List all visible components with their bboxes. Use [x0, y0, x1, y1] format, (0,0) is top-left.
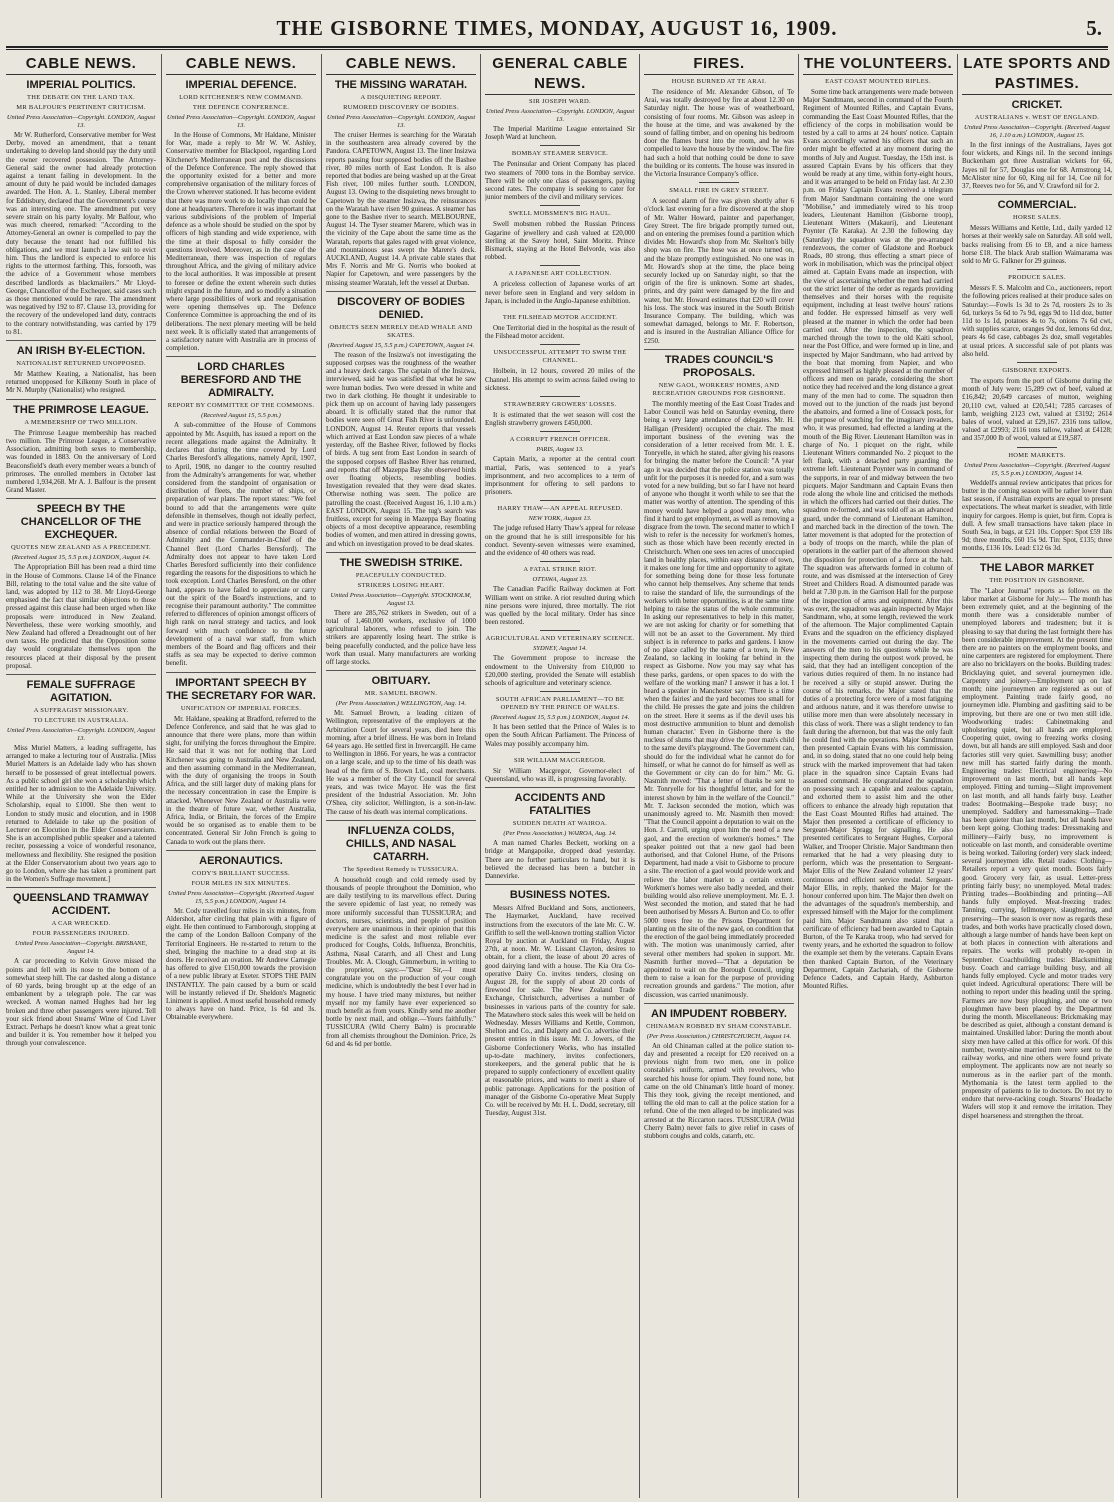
article-subheading: RUMORED DISCOVERY OF BODIES.: [343, 104, 459, 111]
article-subheading: UNIFICATION OF IMPERIAL FORCES.: [180, 704, 302, 712]
article-body: In the first innings of the Australians, Jayes got four wickets, and Kings nil. In the second innings Buckenham got three Australian wickets for 66, Jayes nil for 57, Douglas one for 68. Armstrong 14, McAlister nine for 60, King nil for 14, Coe nil for 37, Reeves two for 56, and V. Crawford nil for 2.: [962, 141, 1112, 191]
article-dateline: SYDNEY, August 14.: [533, 645, 587, 653]
column-divider: [321, 54, 322, 1498]
article-body: The Appropriation Bill has been read a third time in the House of Commons. Clause 14 of the Finance Bill, relating to the total value and the site value of land, was adopted by 112 to 38. Mr Lloyd-George emphasised the fact that similar objections to those pressed against this clause had been urged when like proposals were introduced in New Zealand. Nevertheless, these were working smoothly, and New Zealand had offered a Dreadnought out of her own taxes. He predicted that the Opposition some day would congratulate themselves upon the resources placed at their disposal by the present proposal.: [6, 563, 156, 670]
article-subheading: CODY'S BRILLIANT SUCCESS.: [192, 869, 290, 877]
article-separator: [540, 265, 580, 266]
column-7: [962, 54, 1112, 1498]
article-body: A car proceeding to Kelvin Grove missed the points and fell with its nose to the bottom of a somewhat steep hill. The car dashed along a distance of 60 yards, being brought up at the edge of an embankment by a telegraph pole. The car was wrecked. A woman named Hughes had her leg broken and three other passengers were injured. Tell your sick friend about Stearns' Wine of Cod Liver Extract. Perhaps he doesn't know what a great tonic and builder it is. You remember how it helped you through your convalescence.: [6, 957, 156, 1048]
article-separator: [699, 182, 739, 183]
article-subheading: PRODUCE SALES.: [1008, 274, 1066, 282]
masthead-title: THE GISBORNE TIMES, MONDAY, AUGUST 16, 1909.: [276, 16, 838, 40]
article-headline: IMPERIAL DEFENCE.: [185, 79, 297, 91]
article-body: Mr. Cody travelled four miles in six minutes, from Aldershot, after circling that plain with a figure of eight. He then continued to Farnborough, stopping at the camp of the London Balloon Company of the Territorial Engineers. He re-started to return to the shed, bringing the machine to a dead stop at its doors. He received an ovation. Mr Andrew Carnegie has offered to give £150,000 towards the provision of a new public library at Exeter. STOPS THE PAIN INSTANTLY. The pain caused by a burn or scald will be instantly relieved if Dr. Sheldon's Magnetic Liniment is applied. A most useful household remedy to always have on hand. Price, 1s 6d and 3s. Obtainable everywhere.: [166, 906, 316, 1022]
article-body: A man named Charles Beckett, working on a bridge at Mangapoike, dropped dead yesterday. There are no further particulars to hand, but it is believed the deceased has been a butcher in Dannevirke.: [485, 839, 635, 880]
article-headline: AN IMPUDENT ROBBERY.: [651, 1007, 787, 1020]
article-subheading: STRAWBERRY GROWERS' LOSSES.: [503, 401, 617, 409]
article-dateline: United Press Association—Copyright. LONDON, August 13.: [6, 114, 156, 129]
section-rule: [485, 884, 635, 885]
article-body: The reason of the Insizwa's not investigating the supposed corpses was the roughness of the weather and a heavy deck cargo. The captain of the Insizwa, interviewed, said he was satisfied that what he saw were human bodies. Two were dressed in white and two in dark clothing. He thought it undesirable to pick them up on account of having lady passengers aboard. It is officially stated that the rumor that bodies were seen off Great Fish River is unfounded. LONDON, August 14. Reuter reports that vessels which arrived at East London saw pieces of a whale yesterday, off the Bashee River, followed by flocks of birds. A tug sent from East London in search of the supposed corpses off Bashee River has returned, and reports that off Mazeppa Bay she observed birds over floating objects, resembling bodies. Investigation revealed that they were dead skates. Otherwise nothing was seen. The police are patrolling the coast. (Received August 16, 1.10 a.m.) EAST LONDON, August 15. The tug's search was fruitless, except for seeing in Mazeppa Bay floating objects of a most deceptive appearance, resembling bodies of women, and men attired in dressing gowns, and which on investigation proved to be dead skates.: [326, 350, 476, 548]
article-separator: [540, 630, 580, 631]
section-rule: [6, 399, 156, 400]
article-body: The residence of Mr. Alexander Gibson, of Te Arai, was totally destroyed by fire at about 12.30 on Saturday night. The house was of weatherboard, consisting of four rooms. Mr. Gibson was asleep in the house at the time, and was awakened by the sound of falling timber, and on opening his bedroom door the flames burst into the room, and he was compelled to leave the house by the window. The fire had such a hold that nothing could be done to save the building or its contents. The house was insured in the Victoria Insurance Company's office.: [644, 88, 794, 179]
article-body: One Territorial died in the hospital as the result of the Filshead motor accident.: [485, 324, 635, 341]
article-body: There are 285,762 strikers in Sweden, out of a total of 1,460,000 workers, exclusive of 1000 agricultural laborers, who refused to join. The strikers are apparently losing heart. The strike is being peacefully conducted, and the police have less work than usual. Many manufacturers are working off large stocks.: [326, 608, 476, 666]
article-subheading: HORSE SALES.: [1012, 214, 1062, 222]
article-subheading: SIR WILLIAM MACGREGOR.: [514, 756, 606, 764]
article-subheading: BOMBAY STEAMER SERVICE.: [511, 150, 609, 158]
article-headline: LORD CHARLES BERESFORD AND THE ADMIRALTY.: [180, 361, 302, 400]
column-heading: THE VOLUNTEERS.: [803, 54, 953, 75]
section-rule: [962, 557, 1112, 558]
article-headline: FEMALE SUFFRAGE AGITATION.: [26, 678, 136, 704]
article-subheading: SWELL MOBSMEN'S BIG HAUL.: [508, 210, 612, 218]
article-separator: [1017, 362, 1057, 363]
article-subheading: NATIONALIST RETURNED UNOPPOSED.: [16, 360, 146, 368]
article-headline: OBITUARY.: [371, 675, 431, 688]
article-dateline: United Press Association—Copyright. (Received August 16, 1.10 a.m.) LONDON, August 15.: [964, 124, 1110, 139]
article-subheading: GISBORNE EXPORTS.: [1002, 367, 1072, 375]
article-body: The cruiser Hermes is searching for the Waratah in the southeastern area already covered by the Pandora. CAPETOWN, August 13. The liner Insizwa reports passing four supposed bodies off the Bashee river, 80 miles north of East London. It is also reported that bodies are being washed up at the Great Fish river, 100 miles further south. LONDON, August 13. Owing to the disquieting news brought to Capetown by the steamer Insizwa, the reinsurances on the Waratah have risen 90 guineas. A steamer has gone to the Bashee river to search. MELBOURNE, August 14. The Tyser steamer Marere, which was in the vicinity of the Cape about the same time as the Waratah, reports that gales raged with great violence, and mountainous seas swept the Marere's deck. AUCKLAND, August 14. A private cable states that Mrs F. Norris and Mr G. Norris who booked at Napier for Capetown, and were passengers by the missing steamer Waratah, left the vessel at Durban.: [326, 131, 476, 287]
article-dateline: United Press Association—Copyright. BRISBANE, August 14.: [15, 940, 147, 956]
article-subheading: EAST COAST MOUNTED RIFLES.: [825, 78, 931, 85]
article-subheading: SUDDEN DEATH AT WAIROA.: [512, 820, 608, 828]
article-subheading: A FATAL STRIKE RIOT.: [523, 566, 597, 574]
column-5: [644, 54, 794, 1498]
article-dateline: OTTAWA, August 13.: [532, 576, 588, 584]
article-body: Mr. Haldane, speaking at Bradford, referred to the Defence Conference, and said that he was glad to announce that there were plans, more than within sight, for unifying the forces throughout the Empire. He said that it was not for nothing that Lord Kitchener was going to Australia and New Zealand, and then assuming command in the Mediterranean, with the duty of organising the troops in South Africa, and the still larger duty of making plans for the necessary concentration in case the Empire is attacked. Whenever New Zealand or Australia were in the theatre of future war, whether Australia, Africa, India, or Britain, the forces of the Empire would be so organised as to enable them to be concentrated. General Sir John French is going to Canada to work out the plans there.: [166, 714, 316, 846]
article-subheading: A JAPANESE ART COLLECTION.: [508, 270, 612, 278]
column-divider: [798, 54, 799, 1498]
column-heading: CABLE NEWS.: [326, 54, 476, 75]
article-separator: [540, 500, 580, 501]
section-rule: [326, 820, 476, 821]
column-3: [326, 54, 476, 1498]
article-body: The "Labor Journal" reports as follows on the labor market at Gisborne for July:— The month has been extremely quiet, and at the beginning of the month there was a considerable number of unemployed laborers and tradesmen; but it is pleasing to say that during the last fortnight there has been considerable improvement. At the present time there are no painters on the employment books, and nine carpenters are registered for employment. There are also no bricklayers on the books. Building trades: Bricklaying quiet, and several journeymen idle. Carpentry and joinery—Employment up on last month; nine journeymen are registered as out of employment. Painting trade fairly good, no journeymen idle. Plumbing and gasfitting said to be improving, but there are one or two men still idle. Woodworking trades: Cabinetmaking and upholstering quiet, but all hands are employed. Coopering quiet, owing to freezing works closing down, but all hands are still employed. Sash and door factories still very quiet. Sawmilling busy; another new mill has started fairly during the month. Engineering trades: Electrical engineering—No improvement on last month, but all hands kept employed. Fitting and turning—Slight improvement on last month, and all hands fairly busy. Leather trades: Bootmaking—Bespoke trade busy; no unemployed. Saddlery and harnessmaking—Trade has been quieter than last month, but all hands have been kept going. Clothing trades: Dressmaking and millinery—Fairly busy, no improvement is noticeable on last month, and considerable overtime is being worked. Tailoring (order) very slack indeed; several journeymen idle. Retail trades: Clothing—Retailers report a very quiet month. Boots fairly good. Grocery very fair, as usual. Letter-press printing fairly busy; no unemployed. Metal trades: Printing trades—Bookbinding and printing—All hands fully employed. Meat-freezing trades: Tanning, currying, fellmongery, slaughtering, and preserving—The season is over now as regards these trades, and both works have practically closed down, although a large number of hands have been kept on at both places in connection with alterations and repairs. The works will probably re-open in September. Coachbuilding trades: Blacksmithing busy. Coach and carriage building busy, and all hands fully employed. Cycle and motor trades very quiet indeed. Agricultural operations: There will be nothing to report under this heading until the spring. Farmers are now busy ploughing, and one or two ploughmen have been placed by the Department during the month. Miscellaneous: Brickmaking may be described as quiet, although a constant demand is maintained. Unskilled labor: During the month about sixty men have called at this office for work. Of this number, twenty-nine married men were sent to the railway works, and nine others were found private employment. The applicants now are not nearly so numerous as in the earlier part of the month. Mythomania is the latest term applied to the propensity of patients to lie to doctors. Do not try to endure that nerve-racking cough. Stearns' Headache Wafers will stop it and remove the irritation. They dispel hoarseness and strengthen the throat.: [962, 586, 1112, 1120]
column-heading: LATE SPORTS AND PASTIMES.: [962, 54, 1112, 95]
article-subheading: NEW GAOL, WORKERS' HOMES, AND RECREATION GROUNDS FOR GISBORNE.: [652, 381, 786, 397]
article-body: An old Chinaman called at the police station to-day and presented a receipt for £20 received on a previous night from two men, one in police constable's uniform, armed with revolvers, who searched his house for opium. They found none, but came on the old Chinaman's little hoard of money. This they took, giving the receipt mentioned, and telling the old man to call at the police station for a refund. One of the men alleged to be implicated was arrested at the Riccarton races. TUSSICURA (Wild Cherry Balm) never fails to give relief in cases of stubborn coughs and colds, catarrh, etc.: [644, 1041, 794, 1140]
article-subheading: REPORT BY COMMITTEE OF THE COMMONS.: [167, 402, 315, 410]
article-subheading: LORD KITCHENER'S NEW COMMAND.: [179, 94, 303, 101]
article-dateline: (Received August 15, 5.5 p.m.) LONDON, August 14.: [11, 554, 151, 562]
article-separator: [540, 396, 580, 397]
article-body: Sir William Macgregor, Governor-elect of Queensland, who was ill, is progressing favorably.: [485, 766, 635, 783]
section-rule: [6, 340, 156, 341]
article-body: It is estimated that the wet season will cost the English strawberry growers £450,000.: [485, 411, 635, 428]
article-body: Messrs Alfred Buckland and Sons, auctioneers, The Haymarket, Auckland, have received instructions from the executors of the late Mr. C. W. Griffith to sell the well-known trotting stallion Victor Royal by auction at Auckland on Friday, August 27th, at noon. Mr. W. Lissant Clayton, desires to obtain, for a client, the lease of about 20 acres of good dairying land with a house. The Kia Ora Co-operative Dairy Co. invites tenders, closing on August 28, for the supply of about 20 cords of firewood for sale. The New Zealand Trade Exchange, Christchurch, advertises a number of businesses in various parts of the country for sale. The Matawhero stock sales this week will be held on Wednesday. Messrs Williams and Kettle, Common, Shelton and Co., and Dalgety and Co. advertise their present entries in this issue. Mr. J. Jowers, of the Gisborne Confectionery Works, who has installed up-to-date machinery, invites confectioners, storekeepers, and the general public that he is prepared to supply confectionery of excellent quality at reasonable prices, and wants to merit a share of public patronage. Applications for the position of manager of the Gisborne Co-operative Meat Supply Co. will be received by Mr. H. L. Dodd, secretary, till Tuesday, August 31st.: [485, 904, 635, 1118]
section-rule: [166, 356, 316, 357]
article-dateline: (Per Press Association.) CHRISTCHURCH, August 14.: [646, 1032, 792, 1040]
article-dateline: United Press Association—Copyright. LONDON, August 13.: [326, 114, 476, 129]
article-subheading: CHINAMAN ROBBED BY SHAM CONSTABLE.: [646, 1022, 792, 1030]
section-rule: [326, 670, 476, 671]
article-body: Messrs Williams and Kettle, Ltd., daily yarded 12 horses at their weekly sale on Saturday. All sold well, backs realising from £6 to £8, and a nice harness horse £18. The black Arab stallion Waimarama was sold to Mr G. Falkner for 29 guineas.: [962, 224, 1112, 266]
article-body: Mr. Samuel Brown, a leading citizen of Wellington, representative of the employers at the Arbitration Court for several years, died here this morning, after a brief illness. He was born in Ireland 64 years ago. He settled first in Invercargill. He came to Wellington in 1866. For years, he was a contractor on a large scale, and up to the time of his death was head of the firm of S. Brown Ltd., coal merchants. He was a member of the City Council for several years, and was twice Mayor. He was the first president of the Industrial Association. Mr. John O'Shea, city solicitor, Wellington, is a son-in-law. The cause of his death was internal complications.: [326, 709, 476, 816]
column-divider: [480, 54, 481, 1498]
column-2: [166, 54, 316, 1498]
article-separator: [1017, 269, 1057, 270]
section-rule: [326, 552, 476, 553]
article-subheading: AGRICULTURAL AND VETERINARY SCIENCE.: [485, 635, 635, 643]
article-subheading: SOUTH AFRICAN PARLIAMENT—TO BE OPENED BY THE PRINCE OF WALES.: [495, 696, 625, 712]
article-separator: [540, 561, 580, 562]
article-dateline: NEW YORK, August 13.: [528, 515, 592, 523]
article-body: Swell mobsmen robbed the Russian Princess Gagarine of jewellery and cash valued at £20,000 sterling at the Savoy hotel, Saint Moritz. Prince Bismarck, staying at the Hotel Belvorde, was also robbed.: [485, 220, 635, 262]
article-subheading: MR BALFOUR'S PERTINENT CRITICISM.: [16, 104, 146, 111]
masthead: [4, 2, 1110, 52]
article-headline: SPEECH BY THE CHANCELLOR OF THE EXCHEQUER.: [20, 503, 142, 542]
section-rule: [166, 850, 316, 851]
section-rule: [326, 291, 476, 292]
article-subheading: THE FILSHEAD MOTOR ACCIDENT.: [502, 314, 618, 322]
article-body: The exports from the port of Gisborne during the month of July were: 15,289 cwt of beef, valued at £16,842; 20,649 carcases of mutton, weighing 20,110 cwt, valued at £20,541; 7285 carcases of lamb, weighing 2123 cwt, valued at £3192; 2614 bales of wool, valued at £29,167. 2316 tons tallow, valued at £2993; 2116 tons tallow, valued at £4128; and 357,000 lb of wool, valued at £19,587.: [962, 377, 1112, 443]
article-body: Holbein, in 12 hours, covered 20 miles of the Channel. His attempt to swim across failed owing to sickness.: [485, 367, 635, 392]
article-dateline: United Press Association—Copyright. (Received August 15, 5.5 p.m.) LONDON, August 14.: [964, 461, 1110, 477]
article-body: The monthly meeting of the East Coast Trades and Labor Council was held on Saturday evening, there being a very large attendance of delegates. Mr. H. Halligan (President) occupied the chair. The most important business of the evening was the consideration of a letter received from Mr. I. E. Tonryelle, in which he stated, after giving his reasons for bringing the matter before the Council: "A year ago it was decided that the police station was totally unfit for the purposes it is needed for, and a sum was voted for a new building, but so far I have not heard of anyone who thought it worth while to see that the matter was worthy of attention. The spending of this money would have helped a good many men, who find it hard to get employment, as well as removing a disgrace from the town. The second matter to which I wish to refer is the necessity for workmen's homes, such as those which have been recently erected in Christchurch. When one sees ten acres of unoccupied land in healthy places, within easy distance of town, it makes one long for time and opportunity to agitate for something being done for those less fortunate who cannot help themselves. Any scheme that tends to raise the standard of life, the surroundings of the workers with better opportunities, is at the same time helping to raise the status of the whole community. In asking our representatives to help in this matter, we are not asking for charity or for something that will not be an asset to the Government. My third subject is in reference to parks and gardens. I know of no place called by the name of a town, in New Zealand, so lacking in looking far behind in the respect as Gisborne. Now you may say what has these parks, gardens, or open spaces to do with the welfare of the working man? I answer it has a lot. I heard a speaker in Manchester say: 'There is a time when the fairies' and the yard becomes too small for the child. He presses the gate and joins the children on the street. Here it seems as if the devil uses his most destructive ammunition to blunt and demolish human character.' Even in Gisborne there is the nucleus of slums that may drive the poor man's child to the same devil's playground. The Government can, should do for the individual what he cannot do for himself, or what he cannot do for himself as well as the Government or city can do for him." Mr. G. Nasmith moved: "That a letter of thanks be sent to Mr. Tonryelle for his thoughtful letter, and for the interest shown by him in the welfare of the Council." Mr. T. Jackson seconded the motion, which was unanimously agreed to. Mr. Nasmith then moved: "That the Council appoint a deputation to wait on the Hon. J. Carroll, urging upon him the need of a new gaol, and the erection of workmen's homes." The speaker pointed out that a new gaol had been authorised, and that Colonel Hume, of the Prisons Department, had made a visit to Gisborne to procure a site. The erection of a gaol would provide work and relieve the labor market to a certain extent. Workmen's homes were also badly needed, and their building would also relieve unemployment. Mr. E. J. West seconded the motion, and stated that he had been authorised by Messrs A. Burton and Co. to offer 5000 trees free to the Prisons Department for planting on the site of the new gaol, on condition that the erection of the gaol being immediately proceeded with. The motion was unanimously carried, after several other members had spoken in support. Mr. Nasmith further moved—"That a deputation be appointed to wait on the Borough Council, urging them to raise a loan for the purpose of providing recreation grounds and gardens." The motion, after discussion, was carried unanimously.: [644, 399, 794, 999]
article-dateline: (Received August 15, 5.5 p.m.) LONDON, August 14.: [490, 714, 630, 722]
article-subheading: FOUR PASSENGERS INJURED.: [32, 930, 130, 938]
article-body: A priceless collection of Japanese works of art never before seen in England and very seldom in Japan, is included in the Anglo-Japanese exhibition.: [485, 280, 635, 305]
article-headline: COMMERCIAL.: [997, 199, 1077, 212]
masthead-rule: [6, 46, 1108, 50]
article-separator: [540, 752, 580, 753]
column-1: [6, 54, 156, 1498]
article-body: Some time back arrangements were made between Major Sandtmann, second in command of the Fourth Regiment of Mounted Rifles, and Captain Evans, commanding the East Coast Mounted Rifles, that the efficiency of the corps in mobilisation would be tested by a call to arms at 24 hours' notice. Captain Evans accordingly warned his officers that such an order might be effected at any moment during the months of July and August. Tuesday, the 15th inst. is assured Captain Evans by his officers that they would be ready at any time, within forty-eight hours, and it was arranged to be held on Friday last. At 2.30 p.m. on Friday Captain Evans received a telegram from Major Sandtmann containing the one word "Mobilise," and immediately wired to his troop leaders, Lieutenant Hamilton (Gisborne troop), Lieutenant Witters (Makauri), and Lieutenant Poynter (Te Karaka). At 2.30 the following day (Saturday) the squadron was at the pre-arranged rendezvous, the corner of Gladstone and Roebuck Roads, 80 strong, thus effecting a smart piece of work in mobilisation, which was the principal object aimed at. Captain Evans made an inspection, with the view of ascertaining whether the men had carried out the strict letter of the order as regards providing themselves and their horses with the requisite equipment, including at least twelve hours' rations and fodder. He expressed himself as very well pleased at the manner in which the order had been carried out. After the inspection, the squadron marched through the town to the old Kaiti school, near the Post Office, and were formed up in line, and inspected by Major Sandtmann, who had arrived by the boat that morning from Napier, and who expressed himself as highly pleased at the number of officers and men on parade, considering the short notice they had received and the long distance a great many of the men had to come. The squadron then moved out to the junction of the roads just beyond the abattoirs, and formed a line of Cossack posts, for the purpose of watching for the imaginary invaders, who, it was presumed, had effected a landing at the mouth of the Big River. Lieutenant Hamilton was in charge of No. 1 picquet on the right, while Lieutenant Witters commanded No. 2 picquet to the left flank, with a detached party guarding the extreme left. Lieutenant Poynter was in command of the supports, in rear of and midway between the two picquets. Major Sandtmann and Captain Evans then rode along the whole line and criticised the methods in which the officers had carried out their duties. The squadron re-formed, and was told off as an advanced guard, under the command of Lieutenant Hamilton, and marched back in the direction of the town. The latter movement is that adopted for the protection of a body of troops on the march, while the plan of operations in the earlier part of the afternoon showed the disposition for protection of a force at the halt. The squadron was afterwards formed in column of route, and was dismissed at the intersection of Grey Street and Childers Road. A dismounted parade was held at 7.30 p.m. in the Garrison Hall for the purpose of the inspection of arms and equipment. After this was over, the squadron was again inspected by Major Sandtmann, who, at some length, reviewed the work of the afternoon. The Major complimented Captain Evans and the squadron on the efficiency displayed in the movements carried out during the day. The answers of the men to his questions while he was inspecting them during the outpost work proved, he said, that they had an intelligent conception of the various duties required of them. In no instance had he received a silly or stupid answer. During the course of his remarks, the Major stated that the duties of a protecting force were of a most fatiguing and arduous nature, and it was therefore unwise to utilise more men than were absolutely necessary in this class of work. There was a slight tendency to fan fault during the afternoon, but that was the only fault he could find with the operations. Major Sandtmann then presented Captain Evans with his commission, and, in so doing, stated that no one could help being struck with the marked improvement that had taken place in the squadron since Captain Evans had assumed command. He congratulated the squadron on possessing such a capable and zealous captain, and exhorted them to assist him and the other officers to enhance the already high reputation that the East Coast Mounted Rifles had attained. The Major then presented a certificate of efficiency to Sergeant-Major Spragg for signalling. He also presented certificates to Sergeant Hughes, Corporal Walker, and Trooper Christie. Major Sandtmann then remarked that he had a very pleasing duty to perform, which was the presentation to Sergeant-Major Ellis of the New Zealand volunteer 12 years' continuous and efficient service medal. Sergeant-Major Ellis, in reply, thanked the Major for the honour conferred upon him. The Major then dwelt on the advantages of the squadron's membership, and expressed himself with the Major for the compliment paid him. Major Sandtmann also stated that a certificate of efficiency had been awarded to Captain Burton, of the Te Karaka troop, who had served for twenty years, and he exhorted the squadron to follow the example set them by the veterans. Captain Evans then thanked Captain Burton, of the Veterinary Department, Captain Zachariah, of the Gisborne Defence Cadets, and Captain Hardy, Ashburton Mounted Rifles.: [803, 88, 953, 991]
article-separator: [540, 205, 580, 206]
article-subheading: SIR JOSEPH WARD.: [529, 98, 591, 105]
section-rule: [644, 349, 794, 350]
column-divider: [161, 54, 162, 1498]
article-body: Miss Muriel Matters, a leading suffragette, has arranged to make a lecturing tour of Australia. [Miss Muriel Matters is an Adelaide lady who has shown herself to be possessed of great intellectual powers. As a public school girl she won a scholarship which entitled her to admission to the Adelaide University. While at the University she won the Elder Scholarship, equal to £1000. She then went to London to study music and elocution, and in 1908 returned to Adelaide to take up the position of Lecturer on Elocution in the Elder Conservatorium. She is an accomplished public speaker and a talented reciter, possessing a voice of wonderful resonance, mellowness and flexibility. She resigned the position at the Elder Conservatorium about two years ago to go to London, where she has taken a prominent part in the Women's Suffrage movement.]: [6, 743, 156, 884]
article-subheading: STRIKERS LOSING HEART.: [357, 581, 445, 589]
article-subheading: THE DEBATE ON THE LAND TAX.: [26, 94, 136, 101]
article-body: Mr W. Rutherford, Conservative member for West Derby, moved an amendment, that a tenant undertaking to develop land should pay the duty until the owner recovered possession. The Attorney-General said the owner had already protection against a tenant failing in development. In the amount of duty he paid would be included damages awarded. The Hon. A. L. Stanley, Liberal member for Eddisbury, declared that the Government's course was an interesting one. The amendment put very severe strain on his party loyalty. Mr Balfour, who was much cheered, remarked: "According to the Attorney-General an owner is compelled to pay the duty because the tenant had not fulfilled his obligations, and we must launch a law suit to evict him. Thus the landlord is expected to enforce his rights to the uttermost farthing. This, forsooth, was the advice of a Government whose members described landlords as blackmailers." Mr Lloyd-George, Chancellor of the Exchequer, said cases such as those mentioned would be rare. The amendment was negatived by 192 to 87. Clause 13, providing for the recovery of the undeveloped land duty, contracts to the contrary notwithstanding, was carried by 179 to 81.: [6, 131, 156, 336]
article-headline: TRADES COUNCIL'S PROPOSALS.: [664, 353, 774, 379]
article-subheading: UNSUCCESSFUL ATTEMPT TO SWIM THE CHANNEL.: [493, 349, 627, 365]
article-dateline: (Per Press Association.) WELLINGTON, Aug. 14.: [336, 700, 466, 708]
section-rule: [644, 1003, 794, 1004]
article-separator: [1017, 447, 1057, 448]
article-body: The Peninsular and Orient Company has placed two steamers of 7000 tons in the Bombay service. There will be only one class of passengers, paying second rates. The company is seeking to cater for junior members of the civil and military services.: [485, 160, 635, 202]
article-body: The Imperial Maritime League entertained Sir Joseph Ward at luncheon.: [485, 125, 635, 142]
article-headline: THE SWEDISH STRIKE.: [339, 556, 463, 569]
article-subheading: HOME MARKETS.: [1008, 451, 1066, 459]
article-body: A sub-committee of the House of Commons appointed by Mr. Asquith, has issued a report on the recent allegations made against the Admiralty. It declares that during the time covered by Lord Charles Beresford's allegations, namely April, 1907, to April, 1908, no danger to the country resulted from the Admiralty's arrangements for war, whether considered from the standpoint of organisation or distribution of fleets, the number of ships, or preparation of war plans. The report states: "We feel bound to add that the arrangements were quite defensible in themselves, though not ideally perfect, and were in practice seriously hampered through the absence of cordial relations between the Board of Admiralty and the Commander-in-Chief of the Channel fleet (Lord Charles Beresford). The Admiralty does not appear to have taken Lord Charles Beresford sufficiently into their confidence regarding the reasons for the dispositions to which he took exception. Lord Charles Beresford, on the other hand, appears to have failed to appreciate or carry out the spirit of the Board's instructions, and to recognise their paramount authority." The committee referred to differences of opinion amongst officers of high rank on naval strategy and tactics, and look forward with much confidence to the future development of a naval war staff, from which members of the Board and flag officers and their staffs as sea may be expected to derive common benefit.: [166, 421, 316, 668]
article-body: Captain Marix, a reporter at the central court martial, Paris, was sentenced to a year's imprisonment, and two accomplices to a term of imprisonment for offering to sell pardons to prisoners.: [485, 455, 635, 497]
article-headline: BUSINESS NOTES.: [509, 889, 611, 902]
column-heading: CABLE NEWS.: [6, 54, 156, 75]
article-body: It has been settled that the Prince of Wales is to open the South African Parliament. The Princess of Wales may possibly accompany him.: [485, 723, 635, 748]
article-body: Messrs F. S. Malcolm and Co., auctioneers, report the following prices realised at their produce sales on Saturday:—Fowls 1s 3d to 2s 7d, roosters 2s to 3s 6d, turkeys 5s 6d to 7s 9d, eggs 9d to 11d doz, butter 11d to 1s 1d, potatoes 4s to 7s, onions 7s 6d cwt, with supplies scarce, oranges 9d doz, lemons 6d doz, pears 4s 6d case, cabbages 2s doz, small vegetables at usual prices. A successful sale of pot plants was also held.: [962, 284, 1112, 358]
column-area: [6, 54, 1112, 1498]
section-rule: [166, 672, 316, 673]
article-subheading: FOUR MILES IN SIX MINUTES.: [191, 879, 291, 887]
article-headline: IMPERIAL POLITICS.: [26, 79, 136, 91]
article-headline: INFLUENZA COLDS, CHILLS, AND NASAL CATARRH.: [345, 824, 457, 863]
article-headline: AERONAUTICS.: [199, 854, 283, 867]
article-body: Mr Matthew Keating, a Nationalist, has been returned unopposed for Kilkenny South in place of Mr N. Murphy (Nationalist) who resigned.: [6, 370, 156, 395]
column-divider: [639, 54, 640, 1498]
article-subheading: A CAR WRECKED.: [51, 920, 111, 928]
article-separator: [540, 145, 580, 146]
article-dateline: (Per Press Association.) WAIROA, Aug. 14.: [503, 830, 617, 838]
article-dateline: United Press Association—Copyright. (Received August 15, 5.5 p.m.) LONDON, August 14.: [168, 889, 314, 905]
article-subheading: A SUFFRAGIST MISSIONARY.: [33, 706, 129, 714]
article-body: The judge refused Harry Thaw's appeal for release on the ground that he is still irresponsible for his conduct. Seventy-seven witnesses were examined, and the evidence of 40 others was read.: [485, 524, 635, 558]
column-heading: GENERAL CABLE NEWS.: [485, 54, 635, 95]
article-body: In the House of Commons, Mr Haldane, Minister for War, made a reply to Mr W. W. Ashley, Conservative member for Blackpool, regarding Lord Kitchener's Mediterranean post and the discussions of the Defence Conference. The reply showed that the opportunity existed for a better and more comprehensive organisation of the military forces of the Crown wherever stationed. It has become evident that there was more work to do locally than could be done at headquarters. Therefore it was important that various subdivisions of the problem of Imperial defence as a whole should be studied on the spot by officers of high standing and wide experience, with the time at their disposal to fully consider the questions involved. Moreover, as in the case of the Mediterranean, there was inspection of regulars throughout Africa, and the giving of military advice to the local authorities. It was impossible at present to foresee or define the extent wherein such duties might expand in the future, and so modify a situation where large possibilities of work and reorganisation were opening themselves up. The Defence Conference Committee is approaching the end of its deliberations. The next plenary meeting will be held next week. It is officially stated that arrangements of a satisfactory nature with Australia are in process of completion.: [166, 131, 316, 353]
article-headline: QUEENSLAND TRAMWAY ACCIDENT.: [13, 892, 149, 918]
article-subheading: THE DEFENCE CONFERENCE.: [192, 104, 290, 111]
article-body: A household cough and cold remedy used by thousands of people throughout the Dominion, who are daily testifying to its marvellous effect. During the severe epidemic of last year, no remedy was more uniformly successful than TUSSICURA; and doctors, nurses, scientists, and people of position everywhere are unanimous in their opinion that this medicine is the safest and most reliable ever produced for Coughs, Colds, Influenza, Bronchitis, Asthma, Nasal Catarrh, and all Chest and Lung Troubles. Mr. A. Clough, Gimmerburn, in writing to the proprietor, says:—"Dear Sir,—I must congratulate you on the production of your cough medicine, which is undoubtedly the best I ever had in my house. I have tried many mixtures, but neither myself nor my family have ever experienced so much benefit as from yours. Kindly send me another bottle by next mail, and oblige.—Yours faithfully." TUSSICURA (Wild Cherry Balm) is procurable from all chemists throughout the Dominion. Price, 2s 6d and 4s 6d per bottle.: [326, 875, 476, 1048]
article-headline: THE LABOR MARKET: [979, 561, 1095, 574]
section-rule: [6, 674, 156, 675]
article-subheading: A CORRUPT FRENCH OFFICER.: [509, 436, 611, 444]
article-body: Weddell's annual review anticipates that prices for butter in the coming season will be rather lower than last season, if Australian exports are equal to present expectations. The wheat market is steadier, with little inquiry for cargoes. Hemp is quiet, but firm. Copra is dull. A few small transactions have taken place in South Sea, in bags, at £21 10s. Copper: Spot £59 18s 9d; three months, £60 15s 9d. Tin: Spot, £135; three months, £136 10s. Lead: £12 6s 3d.: [962, 478, 1112, 553]
column-divider: [957, 54, 958, 1498]
section-rule: [962, 194, 1112, 195]
column-6: [803, 54, 953, 1498]
article-dateline: United Press Association—Copyright. LONDON, August 13.: [6, 726, 156, 742]
article-dateline: United Press Association—Copyright. LONDON, August 13.: [166, 114, 316, 129]
article-headline: DISCOVERY OF BODIES DENIED.: [337, 295, 465, 321]
article-body: The Primrose League membership has reached two million. The Primrose League, a Conservative Association, admitting both sexes to membership, was founded in 1883. On the anniversary of Lord Beaconsfield's death every member wears a bunch of primroses. The enrolled members in October last numbered 1,934,268. Mr A. J. Balfour is the present Grand Master.: [6, 428, 156, 495]
article-subheading: OBJECTS SEEN MERELY DEAD WHALE AND SKATES.: [329, 323, 473, 339]
article-subheading: HARRY THAW—AN APPEAL REFUSED.: [497, 505, 623, 513]
article-headline: CRICKET.: [1011, 99, 1063, 111]
article-separator: [540, 431, 580, 432]
article-body: The Canadian Pacific Railway dockmen at Fort William went on strike. A riot resulted during which nine persons were injured, three mortally. The riot was quelled by the local military. Order has since been restored.: [485, 585, 635, 627]
section-rule: [485, 787, 635, 788]
article-subheading: AUSTRALIANS v. WEST OF ENGLAND.: [974, 114, 1100, 121]
page-number: 5.: [1086, 16, 1102, 40]
article-headline: IMPORTANT SPEECH BY THE SECRETARY FOR WAR.: [166, 676, 316, 702]
column-heading: CABLE NEWS.: [166, 54, 316, 75]
article-dateline: (Received August 15, 5.5 p.m.) CAPETOWN, August 14.: [327, 341, 475, 349]
article-headline: AN IRISH BY-ELECTION.: [16, 345, 146, 358]
article-subheading: HOUSE BURNED AT TE ARAI.: [671, 78, 767, 85]
article-dateline: United Press Association—Copyright. STOCKHOLM, August 13.: [330, 591, 472, 607]
article-subheading: QUOTES NEW ZEALAND AS A PRECEDENT.: [11, 544, 151, 552]
column-heading: FIRES.: [644, 54, 794, 75]
article-subheading: A DISQUIETING REPORT.: [360, 94, 442, 101]
article-subheading: The Speediest Remedy is TUSSICURA.: [343, 865, 459, 873]
article-separator: [540, 691, 580, 692]
article-separator: [540, 309, 580, 310]
article-body: A second alarm of fire was given shortly after 6 o'clock last evening for a fire discovered at the shop of Mr. Walter Howard, painter and paperhanger, Grey Street. The fire brigade promptly turned out, and on entering the premises found a partition which divides Mr. Howard's shop from Mr. Skelton's billy shop was on fire. The hose was at once turned on, and the blaze promptly extinguished. No one was in Mr. Howard's shop at the time, the place being securely locked up on Saturday night, so that the origin of the fire is unknown. Some art shades, prints, and dry paint were damaged by the fire and water, but Mr. Howard estimates that £20 will cover his loss. The stock was insured in the South British Insurance Company. The building, which was somewhat damaged, belongs to Mr. F. Robertson, and is insured in the Australian Alliance Office for £250.: [644, 197, 794, 345]
article-body: The Government propose to increase the endowment to the University from £10,000 to £20,000 sterling, provided the Senate will establish schools of agriculture and veterinary science.: [485, 654, 635, 687]
article-subheading: TO LECTURE IN AUSTRALIA.: [33, 716, 129, 724]
article-subheading: SMALL FIRE IN GREY STREET.: [669, 187, 769, 195]
column-4: [485, 54, 635, 1498]
article-dateline: (Received August 15, 5.5 p.m.): [201, 412, 281, 420]
article-headline: ACCIDENTS AND FATALITIES: [514, 792, 606, 818]
article-separator: [540, 344, 580, 345]
article-subheading: A MEMBERSHIP OF TWO MILLION.: [24, 418, 138, 426]
article-subheading: THE POSITION IN GISBORNE.: [989, 576, 1085, 584]
article-headline: THE PRIMROSE LEAGUE.: [13, 403, 149, 416]
article-dateline: United Press Association—Copyright. LONDON, August 13.: [485, 108, 635, 123]
article-headline: THE MISSING WARATAH.: [334, 79, 468, 91]
article-dateline: PARIS, August 13.: [536, 446, 584, 454]
section-rule: [6, 887, 156, 888]
section-rule: [6, 498, 156, 499]
article-subheading: PEACEFULLY CONDUCTED.: [355, 571, 447, 579]
article-subheading: MR. SAMUEL BROWN.: [364, 690, 438, 698]
